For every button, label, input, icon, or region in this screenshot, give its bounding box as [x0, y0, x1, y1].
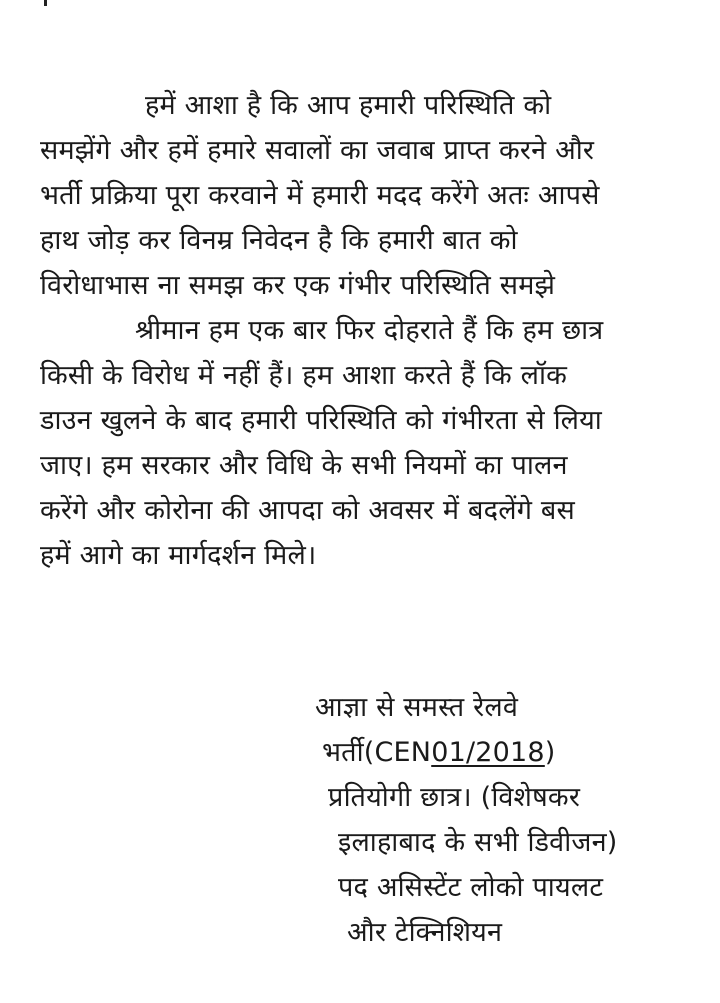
signature-line-2 — [322, 731, 556, 775]
paragraph-1-line: भर्ती प्रक्रिया पूरा करवाने में हमारी मदद करेंगे अतः आपसे — [40, 180, 600, 211]
signature-recruitment-suffix: ) — [544, 737, 556, 768]
paragraph-2-line: जाए। हम सरकार और विधि के सभी नियमों का पालन — [40, 450, 568, 481]
signature-line-3: प्रतियोगी छात्र। (विशेषकर — [328, 782, 581, 813]
paragraph-2-line: करेंगे और कोरोना की आपदा को अवसर में बदलेंगे बस — [40, 495, 575, 526]
paragraph-1-line: विरोधाभास ना समझ कर एक गंभीर परिस्थिति समझे — [40, 270, 556, 301]
signature-line-4: इलाहाबाद के सभी डिवीजन) — [338, 827, 618, 858]
paragraph-1-line: समझेंगे और हमें हमारे सवालों का जवाब प्राप्त करने और — [40, 135, 595, 166]
page-edge-mark — [44, 0, 47, 6]
cen-code: 01/2018 — [431, 737, 545, 768]
signature-line-6: और टेक्निशियन — [347, 917, 503, 948]
signature-recruitment-prefix: भर्ती(CEN — [322, 737, 432, 768]
paragraph-2-line: किसी के विरोध में नहीं हैं। हम आशा करते हैं कि लॉक — [40, 360, 568, 391]
paragraph-1-line: हमें आशा है कि आप हमारी परिस्थिति को — [145, 90, 552, 121]
paragraph-2-line: डाउन खुलने के बाद हमारी परिस्थिति को गंभीरता से लिया — [40, 405, 602, 436]
signature-line-1: आज्ञा से समस्त रेलवे — [315, 692, 519, 723]
paragraph-1-line: हाथ जोड़ कर विनम्र निवेदन है कि हमारी बात को — [40, 225, 518, 256]
signature-line-5: पद असिस्टेंट लोको पायलट — [338, 872, 604, 903]
paragraph-2-line: हमें आगे का मार्गदर्शन मिले। — [40, 540, 317, 571]
paragraph-2-line: श्रीमान हम एक बार फिर दोहराते हैं कि हम छात्र — [135, 315, 604, 346]
